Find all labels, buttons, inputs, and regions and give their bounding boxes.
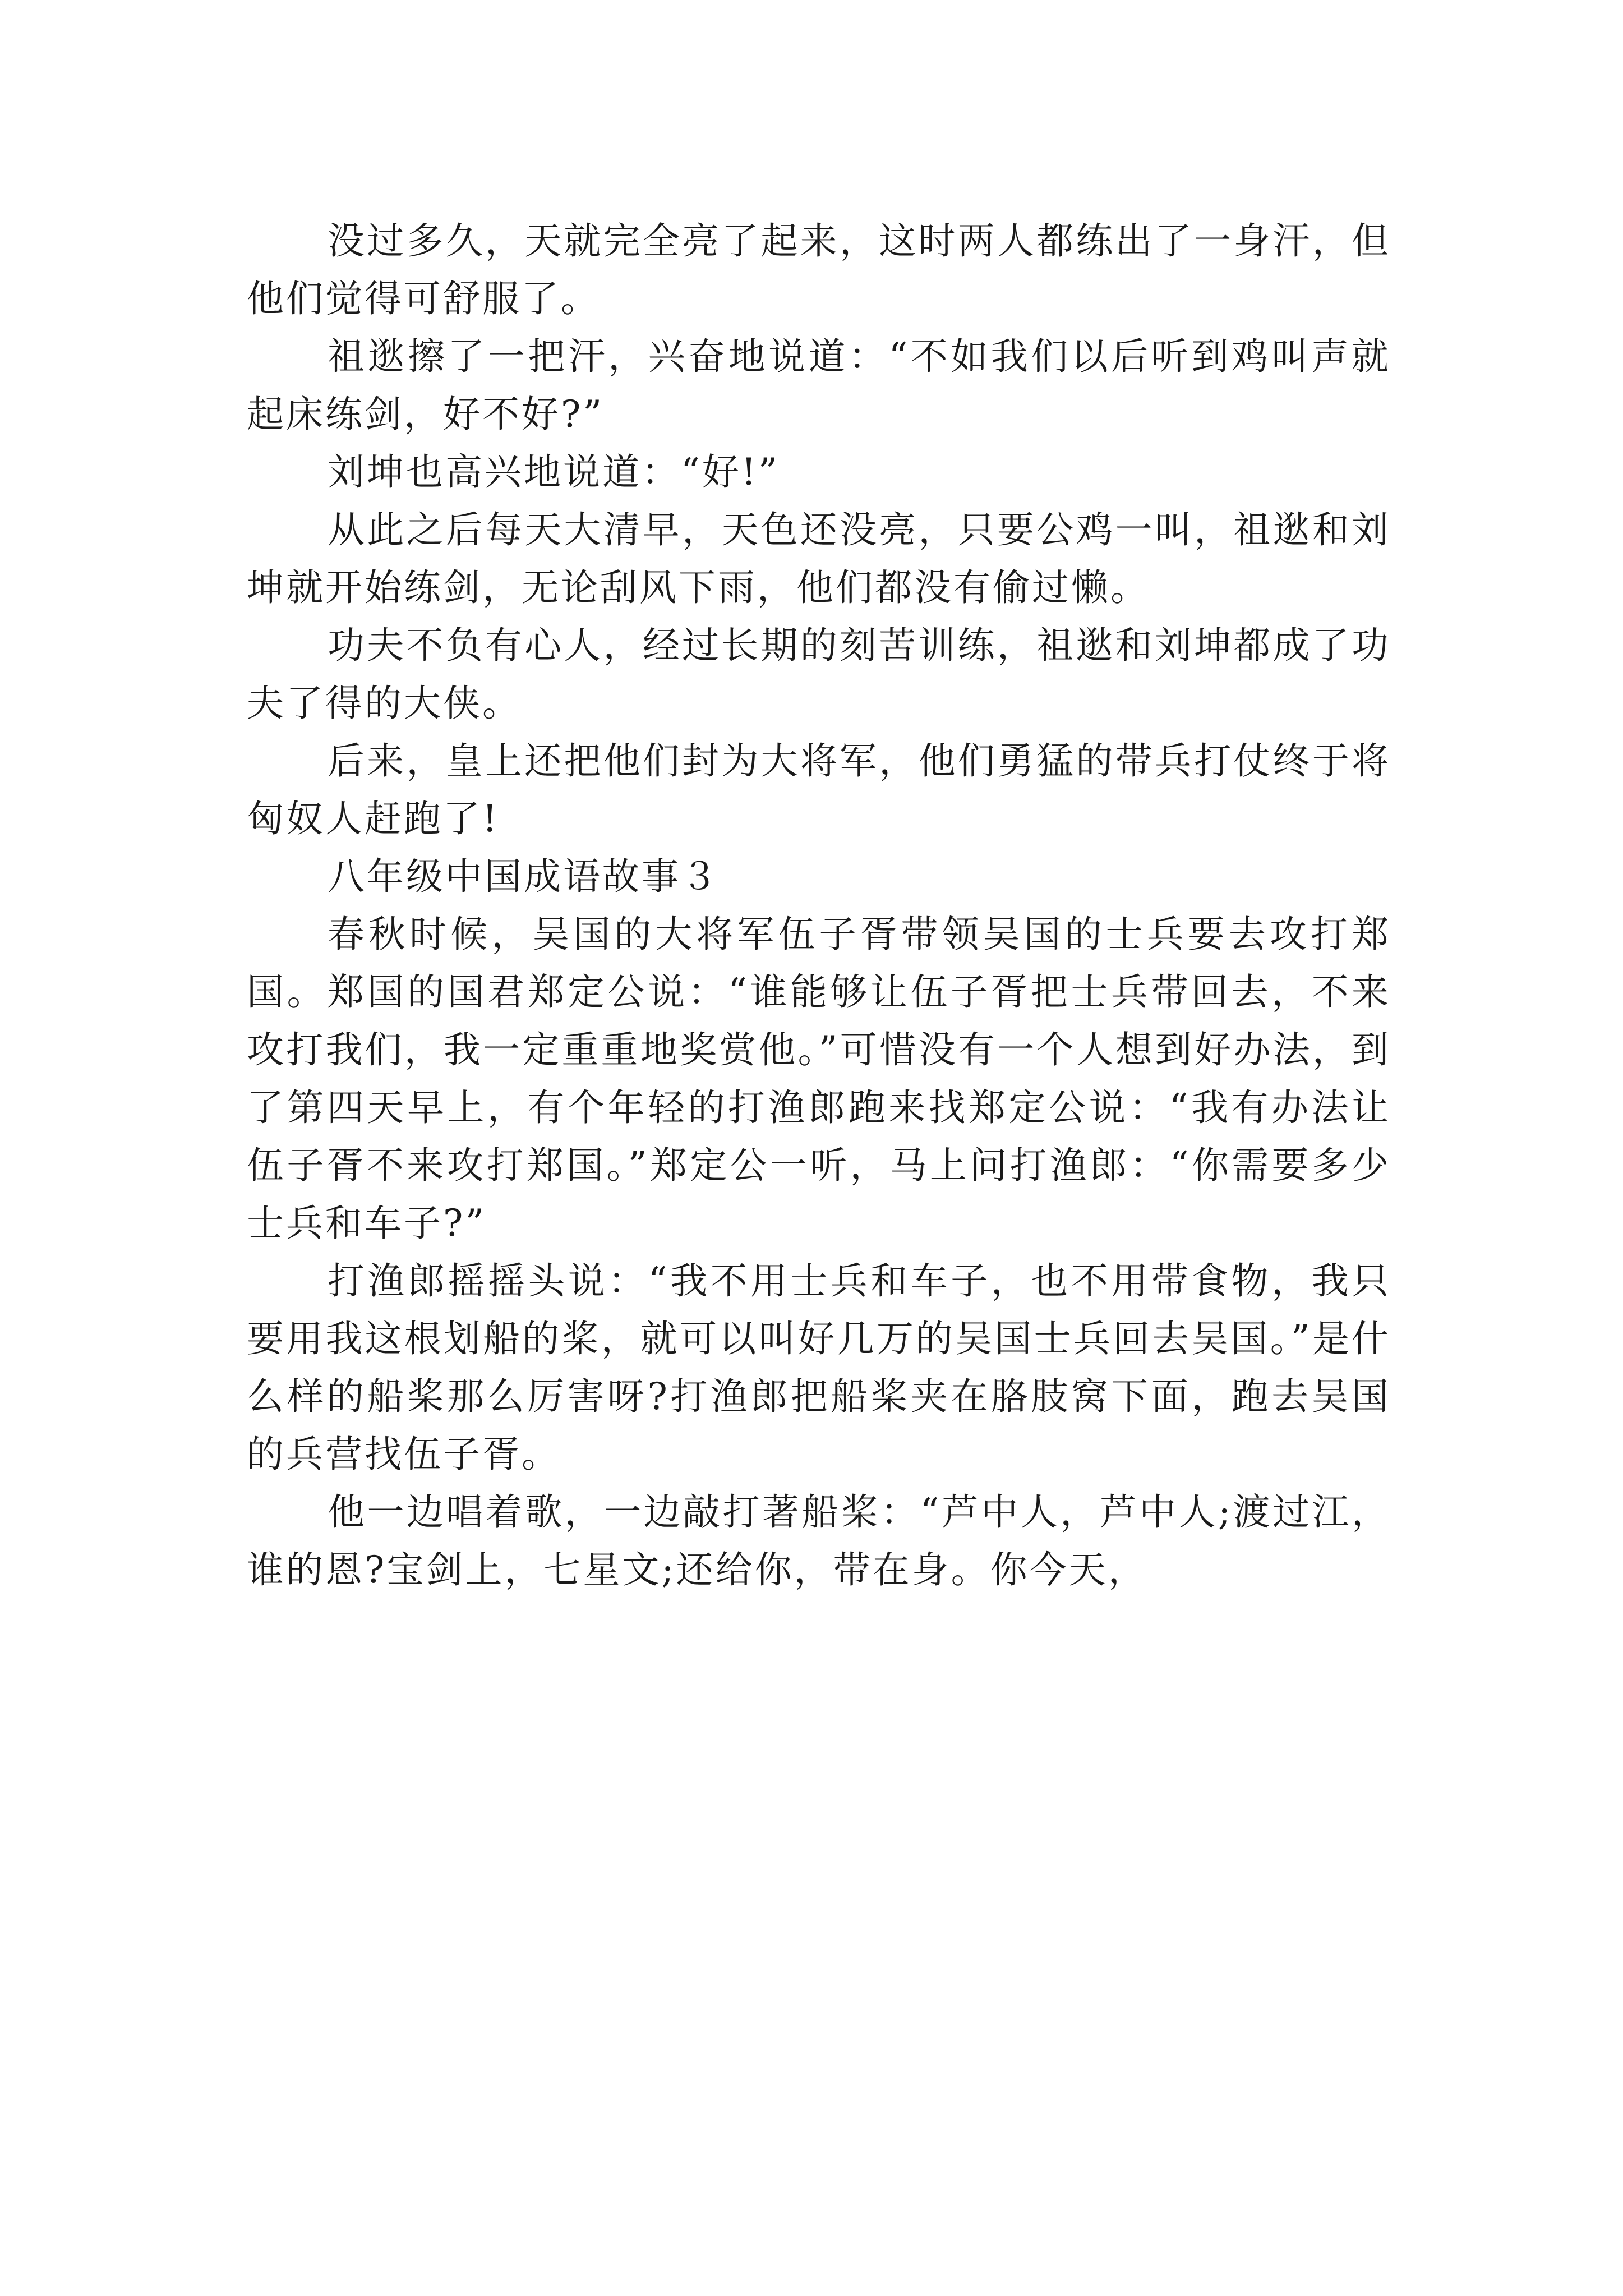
section-heading: 八年级中国成语故事３ <box>328 855 720 898</box>
paragraph: 没过多久，天就完全亮了起来，这时两人都练出了一身汗，但他们觉得可舒服了。 <box>247 219 1391 320</box>
paragraph: 从此之后每天大清早，天色还没亮，只要公鸡一叫，祖逖和刘坤就开始练剑，无论刮风下雨，他们都没有偷过懒。 <box>247 508 1391 609</box>
paragraph: 春秋时候，吴国的大将军伍子胥带领吴国的士兵要去攻打郑国。郑国的国君郑定公说：“谁能够让伍子胥把士兵带回去，不来攻打我们，我一定重重地奖赏他。”可惜没有一个人想到好办法，到了第四天早上，有个年轻的打渔郎跑来找郑定公说：“我有办法让伍子胥不来攻打郑国。”郑定公一听，马上问打渔郎：“你需要多少士兵和车子?” <box>247 913 1391 1245</box>
paragraph: 功夫不负有心人，经过长期的刻苦训练，祖逖和刘坤都成了功夫了得的大侠。 <box>247 624 1391 725</box>
paragraph: 打渔郎摇摇头说：“我不用士兵和车子，也不用带食物，我只要用我这根划船的桨，就可以叫好几万的吴国士兵回去吴国。”是什么样的船桨那么厉害呀?打渔郎把船桨夹在胳肢窝下面，跑去吴国的兵营找伍子胥。 <box>247 1259 1391 1476</box>
paragraph: 刘坤也高兴地说道：“好!” <box>328 450 780 494</box>
paragraph: 他一边唱着歌，一边敲打著船桨：“芦中人，芦中人;渡过江，谁的恩?宝剑上，七星文;还给你，带在身。你今天， <box>247 1490 1391 1591</box>
paragraph: 后来，皇上还把他们封为大将军，他们勇猛的带兵打仗终于将匈奴人赶跑了! <box>247 739 1391 840</box>
paragraph: 祖逖擦了一把汗，兴奋地说道：“不如我们以后听到鸡叫声就起床练剑，好不好?” <box>247 335 1391 436</box>
document-page <box>247 212 1391 1599</box>
